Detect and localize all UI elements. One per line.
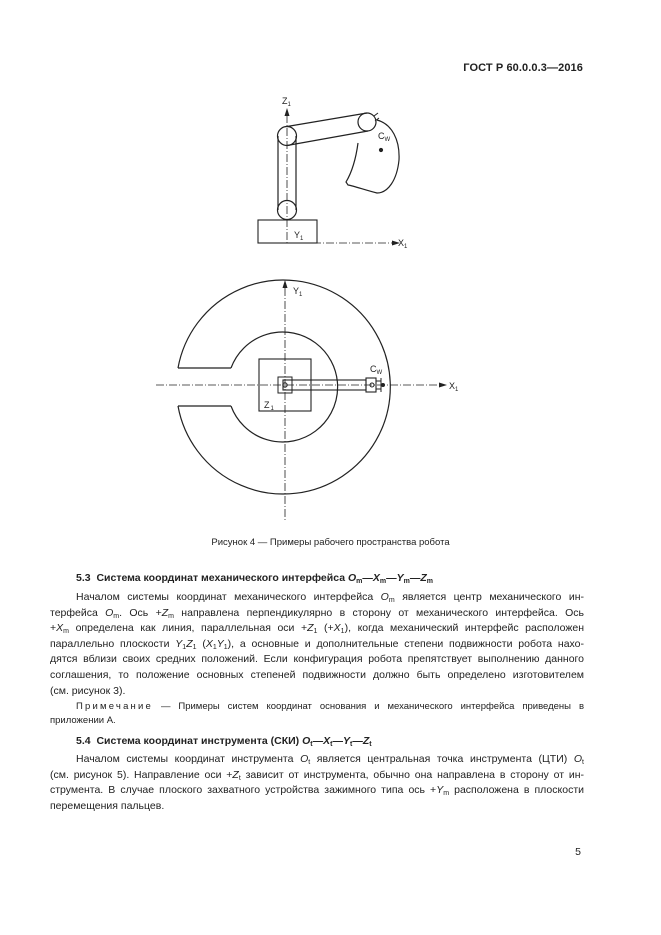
x1-label: $X_1$ [449,381,459,393]
z1-label-top: $Z_1$ [264,400,274,412]
cw-label: $C_W$ [370,364,383,376]
z1-label: $Z_1$ [282,96,291,108]
x1-label-top: $X_1$ [398,238,408,250]
page-number: 5 [575,846,581,858]
cw-point-top [382,384,385,387]
cw-label-top: $C_W$ [378,131,391,143]
section-5-4-heading: 5.4 Система координат инструмента (СКИ) $O_t—X_t—Y_t—Z_t$ [76,735,372,748]
y1-label-top: $Y_1$ [294,230,304,242]
z1-arrow-icon [285,108,290,116]
section-5-3-heading: 5.3 Система координат механического интерфейса $O_m—X_m—Y_m—Z_m$ [76,572,434,585]
y1-label: $Y_1$ [293,286,303,298]
note-5-3: Примечание — Примеры систем координат основания и механического интерфейса приведены в приложении А. [50,701,584,726]
top-view-diagram [156,280,447,522]
figure-caption: Рисунок 4 — Примеры рабочего пространства робота [211,537,450,548]
robot-base [258,220,317,243]
paragraph-5-4: Началом системы координат инструмента $O_t$ является центральная точка инструмента (ЦТИ) $O_t$ (см. рисунок 5). Направление оси $+Z_t$ зависит от инструмента, обычно она направлена в сторону от ин- струмента. В случае плоского захватного устройства зажимного типа ось $+Y_m$ расположена в плоскости перемещения пальцев. [50,753,584,812]
wrist-workspace-outline [346,120,399,193]
paragraph-5-3: Началом системы координат механического интерфейса $O_m$ является центр механического ин- терфейса $O_m$. Ось $+Z_m$ направлена перпендикулярно в сторону от механического интерфейса. Ось $+X_m$ определена как линия, параллельная оси $+Z_1$ $(+X_1)$, когда механический интерфейс расположен параллельно плоскости $Y_1Z_1$ $(X_1Y_1)$, а основные и дополнительные степени подвижности робота нахо- дятся вблизи своих средних положений. Если конфигурация робота препятствует выполнению данного соглашения, то положение основных степеней подвижности должно быть определено изготовителем (см. рисунок 3). [50,591,585,697]
y1-arrow-icon [283,280,288,288]
side-view-diagram [258,108,400,246]
standard-header: ГОСТ Р 60.0.0.3—2016 [463,62,583,74]
wrist-joint [358,113,376,131]
cw-point [379,148,382,151]
x1-arrow-bottom-icon [439,383,447,388]
